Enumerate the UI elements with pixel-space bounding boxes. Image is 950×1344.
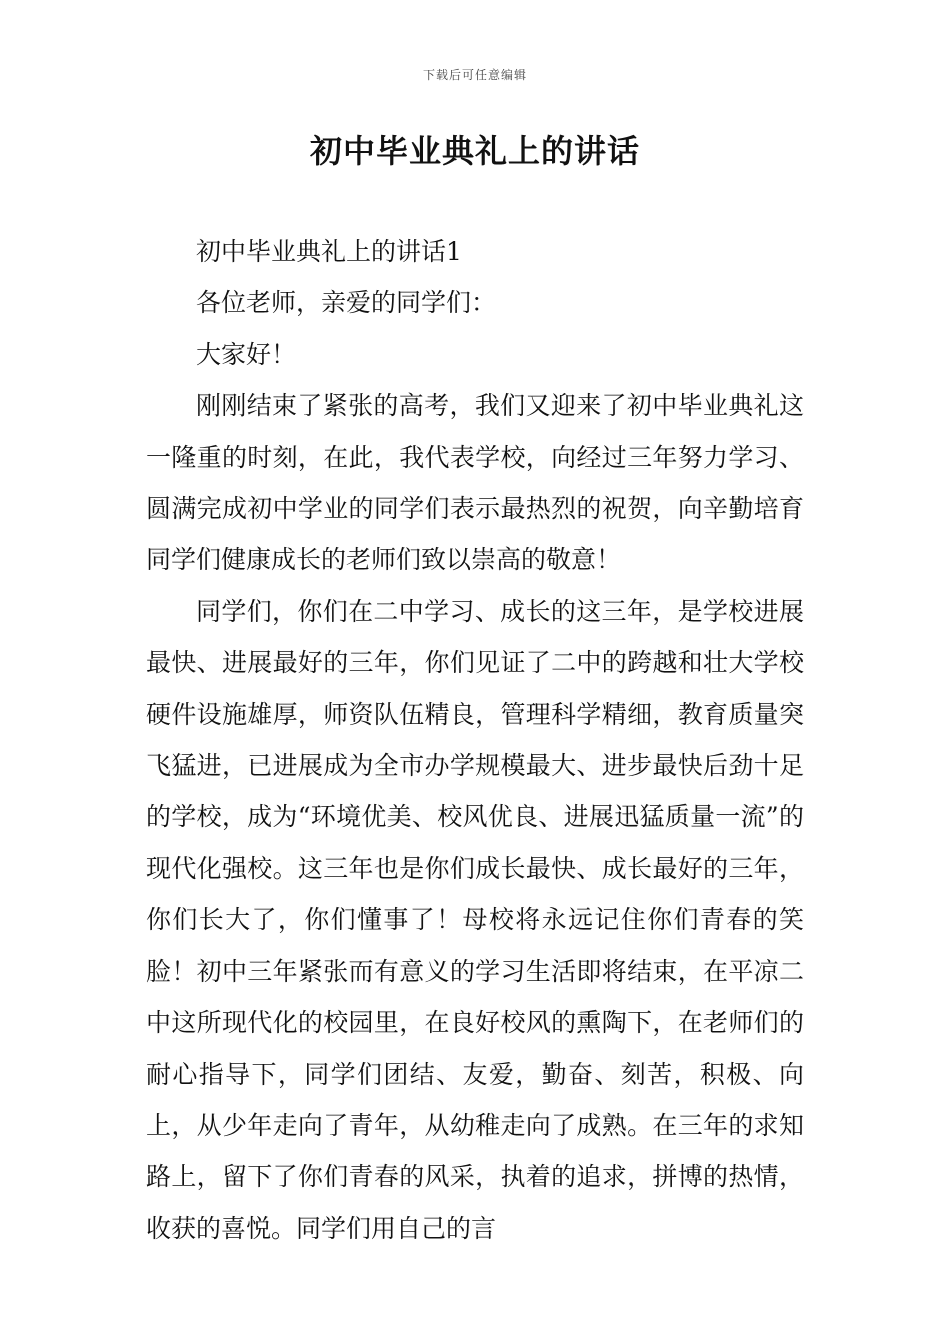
greeting-paragraph: 大家好！ xyxy=(196,339,297,369)
subtitle-paragraph: 初中毕业典礼上的讲话1 xyxy=(196,237,462,266)
body-paragraph: 刚刚结束了紧张的高考，我们又迎来了初中毕业典礼这一隆重的时刻，在此，我代表学校，向经过三年努力学习、圆满完成初中学业的同学们表示最热烈的祝贺，向辛勤培育同学们健康成长的老师们致以崇高的敬意！ xyxy=(146,391,804,575)
document-title: 初中毕业典礼上的讲话 xyxy=(309,132,640,170)
body-paragraph: 同学们，你们在二中学习、成长的这三年，是学校进展最快、进展最好的三年，你们见证了二中的跨越和壮大学校硬件设施雄厚，师资队伍精良，管理科学精细，教育质量突飞猛进，已进展成为全市办学规模最大、进步最快后劲十足的学校，成为“环境优美、校风优良、进展迅猛质量一流”的现代化强校。这三年也是你们成长最快、成长最好的三年，你们长大了，你们懂事了！母校将永远记住你们青春的笑脸！初中三年紧张而有意义的学习生活即将结束，在平凉二中这所现代化的校园里，在良好校风的熏陶下，在老师们的耐心指导下，同学们团结、友爱，勤奋、刻苦，积极、向上，从少年走向了青年，从幼稚走向了成熟。在三年的求知路上，留下了你们青春的风采，执着的追求，拼博的热情，收获的喜悦。同学们用自己的言 xyxy=(146,596,804,1243)
header-note: 下载后可任意编辑 xyxy=(422,68,527,82)
salutation-paragraph: 各位老师，亲爱的同学们： xyxy=(196,288,497,318)
document-body xyxy=(146,226,804,1254)
